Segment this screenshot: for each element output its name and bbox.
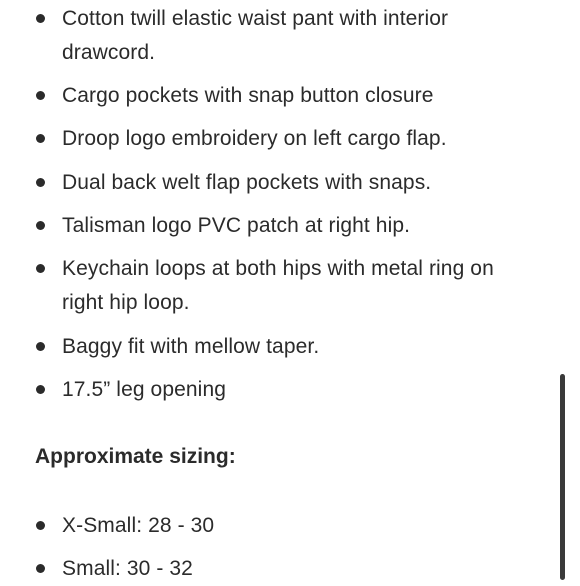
list-item-text: Dual back welt flap pockets with snaps. bbox=[62, 171, 432, 194]
list-item bbox=[62, 330, 532, 364]
vertical-scrollbar[interactable] bbox=[560, 0, 566, 580]
bullet-icon bbox=[36, 521, 45, 530]
bullet-icon bbox=[36, 385, 45, 394]
list-item-text: 17.5” leg opening bbox=[62, 378, 226, 401]
bullet-icon bbox=[36, 264, 45, 273]
list-item bbox=[62, 2, 532, 70]
list-item bbox=[62, 373, 532, 407]
list-item-text: Small: 30 - 32 bbox=[62, 557, 193, 580]
list-item bbox=[62, 252, 532, 320]
list-item-text: Droop logo embroidery on left cargo flap. bbox=[62, 127, 447, 150]
list-item-text: right hip loop. bbox=[62, 291, 190, 314]
list-item-text: Talisman logo PVC patch at right hip. bbox=[62, 214, 411, 237]
list-item bbox=[62, 166, 532, 200]
list-item-text: Baggy fit with mellow taper. bbox=[62, 335, 320, 358]
bullet-icon bbox=[36, 564, 45, 573]
list-item bbox=[62, 209, 532, 243]
bullet-icon bbox=[36, 134, 45, 143]
bullet-icon bbox=[36, 342, 45, 351]
bullet-icon bbox=[36, 178, 45, 187]
list-item-text: drawcord. bbox=[62, 41, 156, 64]
list-item bbox=[62, 79, 532, 113]
list-item bbox=[62, 552, 532, 586]
bullet-icon bbox=[36, 91, 45, 100]
bullet-icon bbox=[36, 221, 45, 230]
list-item-text: Cotton twill elastic waist pant with interior bbox=[62, 7, 449, 30]
bullet-icon bbox=[36, 14, 45, 23]
list-item-text: Keychain loops at both hips with metal ring on bbox=[62, 257, 494, 280]
list-item bbox=[62, 122, 532, 156]
sizing-heading: Approximate sizing: bbox=[35, 445, 236, 468]
list-item-text: X-Small: 28 - 30 bbox=[62, 514, 215, 537]
list-item bbox=[62, 509, 532, 543]
list-item-text: Cargo pockets with snap button closure bbox=[62, 84, 434, 107]
scrollbar-thumb[interactable] bbox=[560, 374, 565, 580]
